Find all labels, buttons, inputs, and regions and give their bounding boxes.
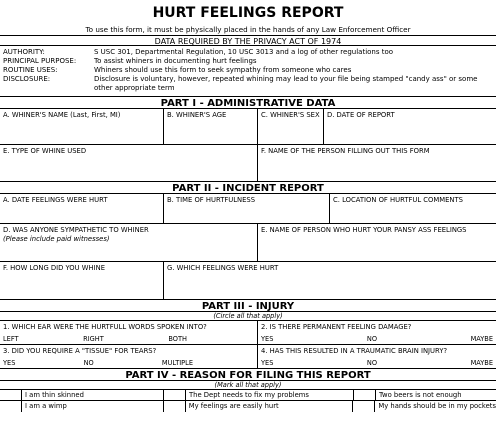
- field-label: D. WAS ANYONE SYMPATHETIC TO WHINER: [3, 226, 149, 234]
- privacy-act-header: DATA REQUIRED BY THE PRIVACY ACT OF 1974: [0, 35, 496, 46]
- privacy-label: AUTHORITY:: [3, 48, 45, 56]
- field-label: F. HOW LONG DID YOU WHINE: [3, 264, 105, 272]
- offender-name-field[interactable]: [258, 224, 496, 261]
- part4-subheading: (Mark all that apply): [0, 381, 496, 390]
- option-yes[interactable]: YES: [261, 335, 274, 343]
- form-title: HURT FEELINGS REPORT: [152, 5, 344, 21]
- brain-injury-question: [258, 345, 496, 368]
- privacy-row-disclosure: [0, 75, 496, 93]
- reason-option[interactable]: [0, 401, 164, 412]
- reason-checkbox[interactable]: [164, 390, 186, 400]
- whiner-age-field[interactable]: [164, 109, 258, 144]
- privacy-text: To assist whiners in documenting hurt feelings: [94, 57, 257, 65]
- part2-heading: PART II - INCIDENT REPORT: [0, 181, 496, 194]
- field-label: A. DATE FEELINGS WERE HURT: [3, 196, 108, 204]
- sympathetic-field[interactable]: [0, 224, 258, 261]
- privacy-label: PRINCIPAL PURPOSE:: [3, 57, 77, 65]
- privacy-row-purpose: [0, 57, 496, 66]
- field-label: A. WHINER'S NAME (Last, First, MI): [3, 111, 121, 119]
- part1-row2: [0, 145, 496, 181]
- field-label: B. WHINER'S AGE: [167, 111, 227, 119]
- reason-checkbox[interactable]: [0, 401, 22, 412]
- field-label: D. DATE OF REPORT: [327, 111, 395, 119]
- feelings-hurt-field[interactable]: [164, 262, 496, 299]
- question-text: 2. IS THERE PERMANENT FEELING DAMAGE?: [261, 323, 412, 331]
- privacy-text: Whiners should use this form to seek sympathy from someone who cares: [94, 66, 352, 74]
- reason-option[interactable]: [164, 390, 354, 400]
- form-instruction: To use this form, it must be physically placed in the hands of any Law Enforcement Officer: [85, 25, 411, 34]
- tissue-options: [0, 358, 257, 368]
- option-left[interactable]: LEFT: [3, 335, 19, 343]
- privacy-text: Disclosure is voluntary, however, repeated whining may lead to your file being stamped "candy ass" or some other appropriate term: [94, 75, 478, 92]
- reason-label: My feelings are easily hurt: [188, 402, 279, 410]
- privacy-label: ROUTINE USES:: [3, 66, 58, 74]
- brain-injury-options: [258, 358, 496, 368]
- part1-row1: [0, 109, 496, 145]
- field-note: (Please include paid witnesses): [3, 235, 110, 243]
- time-hurt-field[interactable]: [164, 194, 330, 223]
- whine-type-field[interactable]: [0, 145, 258, 181]
- reason-row: [0, 390, 496, 401]
- damage-options: [258, 334, 496, 344]
- field-label: C. LOCATION OF HURTFUL COMMENTS: [333, 196, 463, 204]
- reason-option[interactable]: [354, 390, 496, 400]
- part1-heading: PART I - ADMINISTRATIVE DATA: [0, 96, 496, 109]
- part2-row3: [0, 262, 496, 299]
- question-text: 4. HAS THIS RESULTED IN A TRAUMATIC BRAIN INJURY?: [261, 347, 448, 355]
- hurt-feelings-form: [0, 2, 496, 434]
- option-no[interactable]: NO: [83, 359, 94, 367]
- tissue-question: [0, 345, 258, 368]
- whine-duration-field[interactable]: [0, 262, 164, 299]
- part4-heading: PART IV - REASON FOR FILING THIS REPORT: [0, 368, 496, 381]
- option-both[interactable]: BOTH: [168, 335, 187, 343]
- field-label: C. WHINER'S SEX: [261, 111, 320, 119]
- part3-row1: [0, 321, 496, 345]
- field-label: E. NAME OF PERSON WHO HURT YOUR PANSY ASS FEELINGS: [261, 226, 467, 234]
- whiner-name-field[interactable]: [0, 109, 164, 144]
- field-label: B. TIME OF HURTFULNESS: [167, 196, 256, 204]
- option-no[interactable]: NO: [366, 335, 378, 343]
- part2-row2: [0, 224, 496, 262]
- part2-row1: [0, 194, 496, 224]
- reason-option[interactable]: [0, 390, 164, 400]
- part3-row2: [0, 345, 496, 368]
- whiner-sex-field[interactable]: [258, 109, 324, 144]
- privacy-text: S USC 301, Departmental Regulation, 10 USC 3013 and a log of other regulations too: [94, 48, 394, 56]
- form-filler-name-field[interactable]: [258, 145, 496, 181]
- field-label: E. TYPE OF WHINE USED: [3, 147, 87, 155]
- part3-heading: PART III - INJURY: [0, 299, 496, 312]
- option-multiple[interactable]: MULTIPLE: [161, 359, 193, 367]
- reason-label: The Dept needs to fix my problems: [189, 391, 309, 399]
- damage-question: [258, 321, 496, 344]
- reason-checkbox[interactable]: [164, 401, 186, 412]
- option-maybe[interactable]: MAYBE: [470, 335, 493, 343]
- field-label: G. WHICH FEELINGS WERE HURT: [167, 264, 279, 272]
- part3-subheading: (Circle all that apply): [0, 312, 496, 321]
- option-right[interactable]: RIGHT: [83, 335, 104, 343]
- privacy-row-authority: [0, 48, 496, 57]
- privacy-row-uses: [0, 66, 496, 75]
- reason-label: I am a wimp: [25, 402, 67, 410]
- reason-option[interactable]: [353, 401, 496, 412]
- ear-question: [0, 321, 258, 344]
- question-text: 3. DID YOU REQUIRE A "TISSUE" FOR TEARS?: [3, 347, 157, 355]
- reason-row: [0, 401, 496, 412]
- option-yes[interactable]: YES: [3, 359, 16, 367]
- reason-checkbox[interactable]: [354, 390, 376, 400]
- question-text: 1. WHICH EAR WERE THE HURTFULL WORDS SPOKEN INTO?: [3, 323, 207, 331]
- reason-label: My hands should be in my pockets: [378, 402, 496, 410]
- reason-label: I am thin skinned: [25, 391, 84, 399]
- reason-checkbox[interactable]: [353, 401, 375, 412]
- report-date-field[interactable]: [324, 109, 496, 144]
- privacy-label: DISCLOSURE:: [3, 75, 51, 83]
- option-maybe[interactable]: MAYBE: [470, 359, 493, 367]
- option-yes[interactable]: YES: [261, 359, 274, 367]
- reason-label: Two beers is not enough: [379, 391, 462, 399]
- ear-options: [0, 334, 257, 344]
- option-no[interactable]: NO: [366, 359, 378, 367]
- reason-checkbox[interactable]: [0, 390, 22, 400]
- reason-option[interactable]: [164, 401, 354, 412]
- field-label: F. NAME OF THE PERSON FILLING OUT THIS FORM: [261, 147, 430, 155]
- privacy-act-section: [0, 46, 496, 96]
- date-hurt-field[interactable]: [0, 194, 164, 223]
- location-field[interactable]: [330, 194, 496, 223]
